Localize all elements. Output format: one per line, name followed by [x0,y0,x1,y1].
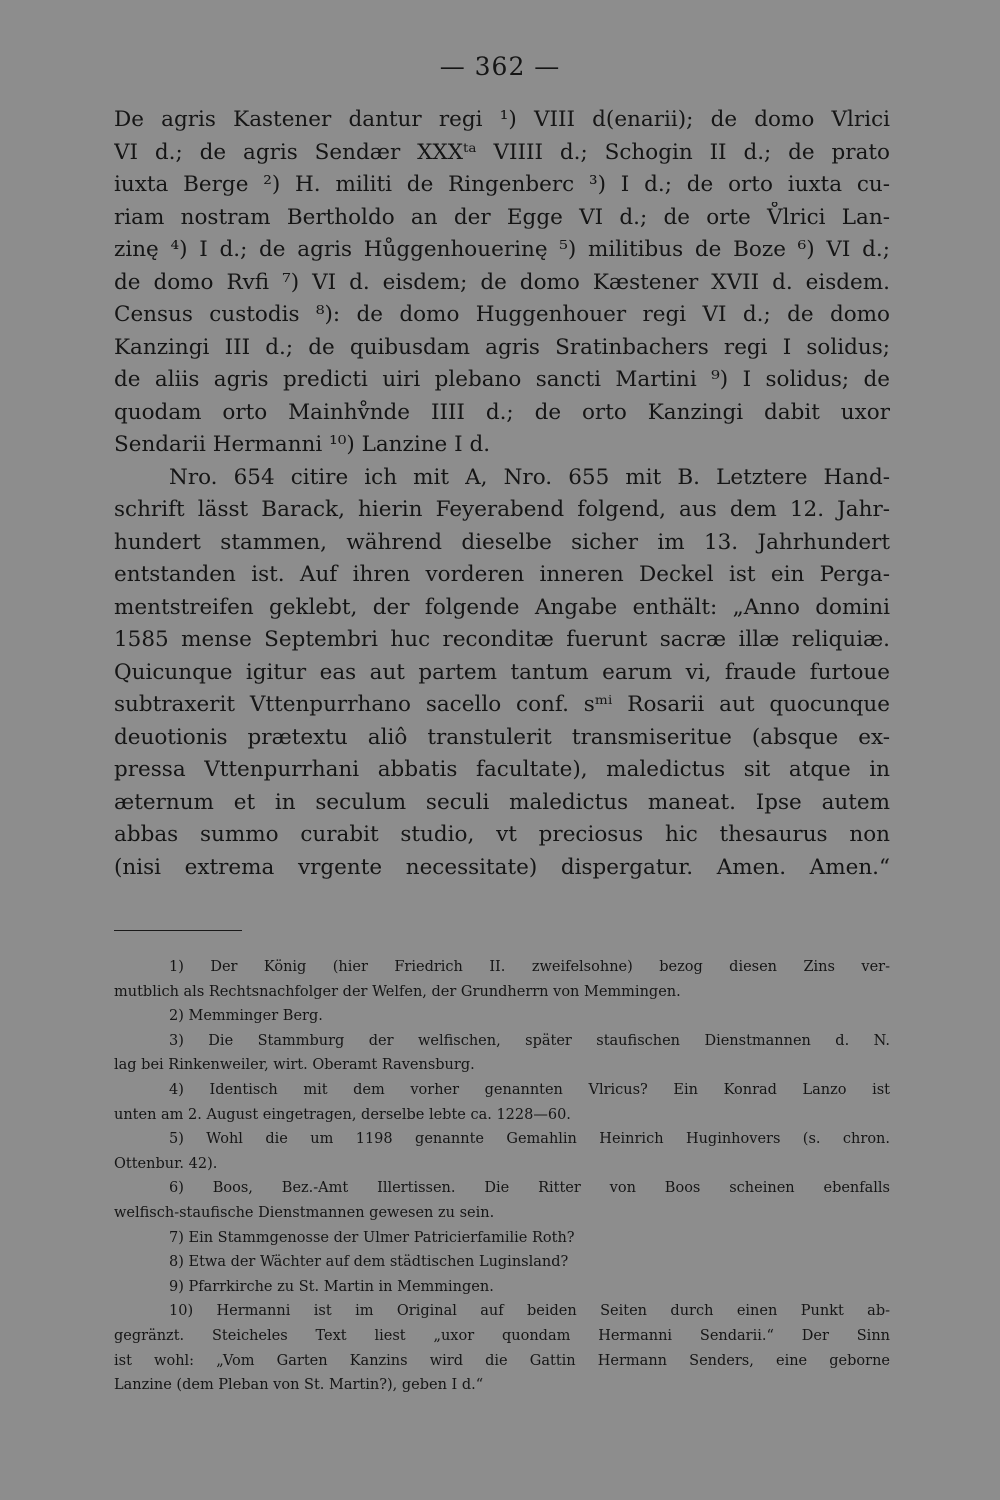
text-line: Sendarii Hermanni ¹⁰) Lanzine I d. [114,432,491,457]
footnote-line: 10) Hermanni ist im Original auf beiden Seiten durch einen Punkt ab- [169,1303,890,1320]
text-line: æternum et in seculum seculi maledictus maneat. Ipse autem [114,789,890,815]
footnote-line: gegränzt. Steicheles Text liest „uxor quondam Hermanni Sendarii.“ Der Sinn [114,1327,890,1344]
footnote-line: 9) Pfarrkirche zu St. Martin in Memmingen. [169,1278,494,1295]
text-line: de aliis agris predicti uiri plebano sancti Martini ⁹) I solidus; de [114,367,890,392]
text-line: zinę ⁴) I d.; de agris Hůggenhouerinę ⁵) militibus de Boze ⁶) VI d.; [114,237,890,262]
footnote-line: welfisch-staufische Dienstmannen gewesen zu sein. [114,1204,495,1221]
text-line: mentstreifen geklebt, der folgende Angabe enthält: „Anno domini [114,594,890,620]
footnote-line: Lanzine (dem Pleban von St. Martin?), geben I d.“ [114,1377,484,1394]
text-line: (nisi extrema vrgente necessitate) dispergatur. Amen. Amen.“ [114,854,890,880]
footnote-line: mutblich als Rechtsnachfolger der Welfen, der Grundherrn von Memmingen. [114,983,681,1000]
footnotes [114,955,890,1398]
text-line: De agris Kastener dantur regi ¹) VIII d(enarii); de domo Vlrici [114,107,890,132]
footnote-line: lag bei Rinkenweiler, wirt. Oberamt Ravensburg. [114,1057,475,1074]
text-line: quodam orto Mainhv̊nde IIII d.; de orto Kanzingi dabit uxor [114,399,890,425]
text-line: de domo Rvfi ⁷) VI d. eisdem; de domo Kæstener XVII d. eisdem. [114,269,890,295]
text-line: abbas summo curabit studio, vt preciosus hic thesaurus non [114,822,890,847]
text-line: schrift lässt Barack, hierin Feyerabend folgend, aus dem 12. Jahr- [114,497,890,522]
page-number: — 362 — [439,52,561,81]
footnote-line: 8) Etwa der Wächter auf dem städtischen Luginsland? [169,1254,569,1271]
footnote-line: 2) Memminger Berg. [169,1008,323,1025]
text-line: Quicunque igitur eas aut partem tantum earum vi, fraude furtoue [114,659,890,685]
footnote-line: unten am 2. August eingetragen, derselbe lebte ca. 1228—60. [114,1106,571,1123]
text-line: Kanzingi III d.; de quibusdam agris Sratinbachers regi I solidus; [114,334,890,360]
text-line: Census custodis ⁸): de domo Huggenhouer regi VI d.; de domo [114,302,890,327]
text-line: subtraxerit Vttenpurrhano sacello conf. sᵐⁱ Rosarii aut quocunque [114,692,890,717]
footnote-line: 1) Der König (hier Friedrich II. zweifelsohne) bezog diesen Zins ver- [169,959,890,975]
footnote-line: 6) Boos, Bez.-Amt Illertissen. Die Ritter von Boos scheinen ebenfalls [169,1180,890,1197]
text-line: pressa Vttenpurrhani abbatis facultate), maledictus sit atque in [114,757,890,782]
footnote-line: ist wohl: „Vom Garten Kanzins wird die Gattin Hermann Senders, eine geborne [114,1352,890,1369]
text-line: VI d.; de agris Sendær XXXᵗᵃ VIIII d.; Schogin II d.; de prato [114,139,890,165]
text-line: hundert stammen, während dieselbe sicher im 13. Jahrhundert [114,529,890,555]
footnote-line: 7) Ein Stammgenosse der Ulmer Patricierfamilie Roth? [169,1229,575,1246]
text-line: entstanden ist. Auf ihren vorderen inneren Deckel ist ein Perga- [114,562,890,587]
footnote-line: 5) Wohl die um 1198 genannte Gemahlin Heinrich Huginhovers (s. chron. [169,1131,890,1148]
footnote-line: 3) Die Stammburg der welfischen, später staufischen Dienstmannen d. N. [169,1032,890,1049]
text-line: riam nostram Bertholdo an der Egge VI d.; de orte V̊lrici Lan- [114,204,890,230]
text-line: Nro. 654 citire ich mit A, Nro. 655 mit B. Letztere Hand- [169,464,890,490]
text-line: 1585 mense Septembri huc reconditæ fuerunt sacræ illæ reliquiæ. [114,627,890,652]
main-text [114,104,890,884]
footnote-line: 4) Identisch mit dem vorher genannten Vlricus? Ein Konrad Lanzo ist [169,1081,890,1098]
text-line: iuxta Berge ²) H. militi de Ringenberc ³) I d.; de orto iuxta cu- [114,172,890,197]
footnote-separator [114,930,242,931]
text-line: deuotionis prætextu aliô transtulerit transmiseritue (absque ex- [114,724,890,750]
footnote-line: Ottenbur. 42). [114,1155,218,1172]
